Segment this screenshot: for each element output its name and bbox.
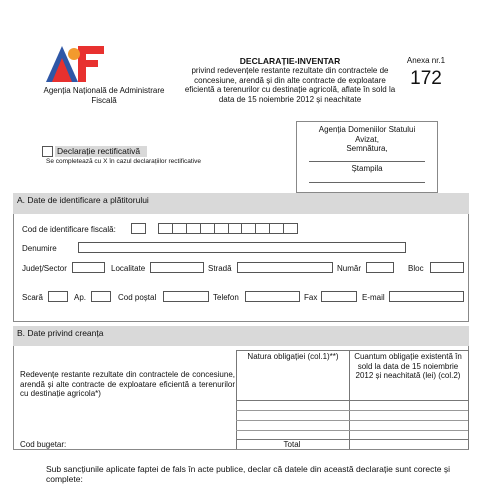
form-number: 172	[410, 68, 442, 89]
bloc-field[interactable]	[430, 262, 464, 273]
cod-fiscal-prefix-box[interactable]	[131, 223, 146, 234]
denumire-label: Denumire	[22, 244, 57, 253]
col2-header: Cuantum obligație existentă în sold la data de 15 noiembrie 2012 și neachitată (lei) (col.2)	[354, 352, 462, 380]
cod-fiscal-label: Cod de identificare fiscală:	[22, 225, 116, 234]
col1-header: Natura obligației (col.1)**)	[247, 352, 339, 361]
numar-label: Număr	[337, 264, 362, 273]
cod-postal-label: Cod poștal	[118, 293, 157, 302]
rectificativa-note: Se completează cu X în cazul declarațiilor rectificative	[46, 158, 201, 165]
creanta-table	[13, 346, 469, 450]
total-label: Total	[283, 440, 301, 449]
judet-field[interactable]	[72, 262, 105, 273]
scara-label: Scară	[22, 293, 43, 302]
fax-label: Fax	[304, 293, 318, 302]
data-row-2[interactable]	[236, 420, 468, 421]
stamp-line-agency: Agenția Domeniilor Statului	[318, 125, 416, 134]
section-a-title: A. Date de identificare a plătitorului	[13, 193, 469, 214]
stamp-line-semnatura: Semnătura,	[346, 144, 388, 153]
stamp-line-stampila: Ștampila	[351, 163, 383, 173]
cod-bugetar-label: Cod bugetar:	[20, 440, 67, 449]
strada-label: Stradă	[208, 264, 232, 273]
stamp-line-avizat: Avizat,	[355, 134, 379, 144]
denumire-field[interactable]	[78, 242, 406, 253]
ap-field[interactable]	[91, 291, 111, 302]
stamp-line	[309, 182, 425, 183]
stamp-box	[296, 121, 438, 193]
judet-label: Județ/Sector	[22, 264, 67, 273]
numar-field[interactable]	[366, 262, 394, 273]
section-b-title: B. Date privind creanța	[13, 326, 469, 346]
bloc-label: Bloc	[408, 264, 424, 273]
data-row-1[interactable]	[236, 410, 468, 411]
agency-name: Agenția Națională de Administrare Fiscală	[43, 86, 165, 105]
ap-label: Ap.	[74, 293, 87, 302]
localitate-field[interactable]	[150, 262, 204, 273]
data-row-3[interactable]	[236, 430, 468, 431]
scara-field[interactable]	[48, 291, 68, 302]
rectificativa-checkbox[interactable]	[42, 146, 53, 157]
form-title: DECLARAȚIE-INVENTAR	[239, 56, 341, 66]
cod-fiscal-digits[interactable]	[158, 223, 298, 234]
telefon-field[interactable]	[245, 291, 300, 302]
signature-line	[309, 161, 425, 162]
localitate-label: Localitate	[111, 264, 146, 273]
form-subtitle: privind redevențele restante rezultate din contractele de concesiune, arendă și din alte contracte de exploatare eficientă a terenurilor cu destinație agricolă, aflate în sold la data de 15 noiembrie 2012 și neachitate	[184, 66, 396, 104]
annex-label: Anexa nr.1	[406, 56, 446, 65]
strada-field[interactable]	[237, 262, 333, 273]
fax-field[interactable]	[321, 291, 357, 302]
rectificativa-label: Declarație rectificativă	[55, 146, 147, 157]
cod-postal-field[interactable]	[163, 291, 209, 302]
anaf-logo	[44, 42, 108, 86]
telefon-label: Telefon	[213, 293, 239, 302]
creanta-row-label: Redevențe restante rezultate din contractele de concesiune, arendă și alte contracte de exploatare eficientă a terenurilor cu destinație agricola*)	[20, 370, 235, 398]
email-label: E-mail	[362, 293, 385, 302]
email-field[interactable]	[389, 291, 464, 302]
footer-statement: Sub sancțiunile aplicate faptei de fals în acte publice, declar că datele din această declarație sunt corecte și complete:	[46, 464, 450, 484]
